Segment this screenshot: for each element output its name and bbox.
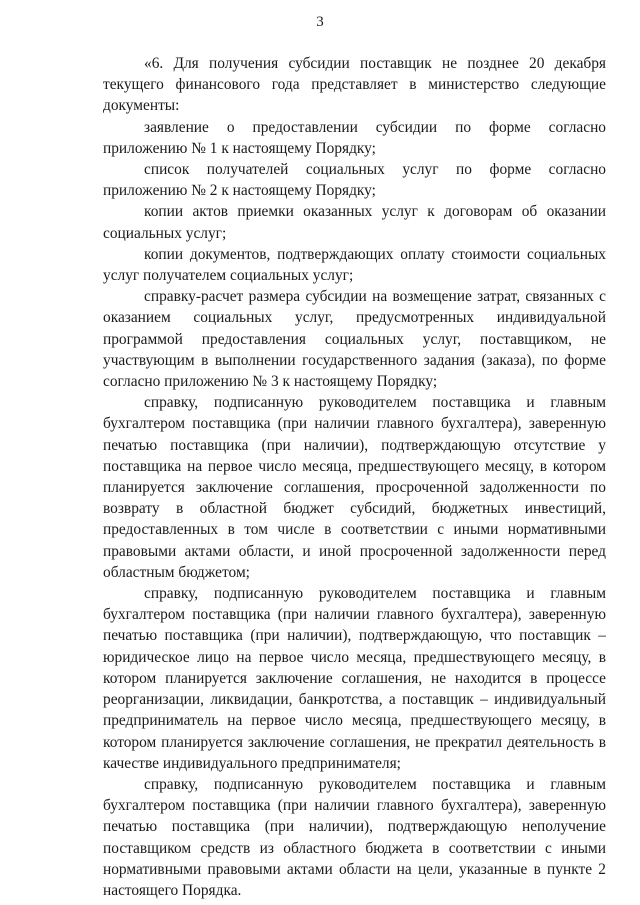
paragraph-clause-6-intro: «6. Для получения субсидии поставщик не позднее 20 декабря текущего финансового года представляет в министерство следующие документы: (103, 55, 606, 115)
paragraph-calculation-certificate: справку-расчет размера субсидии на возмещение затрат, связанных с оказанием социальных услуг, предусмотренных индивидуальной программой предоставления социальных услуг, поставщиком, не участвующим в выполнении государственного задания (заказа), по форме согласно приложению № 3 к настоящему Порядку; (103, 288, 606, 391)
page-number: 3 (316, 14, 324, 30)
document-body (103, 53, 606, 901)
paragraph-recipients-list: список получателей социальных услуг по форме согласно приложению № 2 к настоящему Порядку; (103, 161, 606, 200)
paragraph-no-reorganization-certificate: справку, подписанную руководителем поставщика и главным бухгалтером поставщика (при наличии главного бухгалтера), заверенную печатью поставщика (при наличии), подтверждающую, что поставщик – юридическое лицо на первое число месяца, предшествующего месяцу, в котором планируется заключение соглашения, не находится в процессе реорганизации, ликвидации, банкротства, а поставщик – индивидуальный предприниматель на первое число месяца, предшествующего месяцу, в котором планируется заключение соглашения, не прекратил деятельность в качестве индивидуального предпринимателя; (103, 585, 606, 772)
paragraph-no-debt-certificate: справку, подписанную руководителем поставщика и главным бухгалтером поставщика (при наличии главного бухгалтера), заверенную печатью поставщика (при наличии), подтверждающую отсутствие у поставщика на первое число месяца, предшествующего месяцу, в котором планируется заключение соглашения, просроченной задолженности по возврату в областной бюджет субсидий, бюджетных инвестиций, предоставленных в том числе в соответствии с иными нормативными правовыми актами области, и иной просроченной задолженности перед областным бюджетом; (103, 394, 606, 581)
paragraph-payment-documents: копии документов, подтверждающих оплату стоимости социальных услуг получателем социальных услуг; (103, 245, 606, 285)
paragraph-subsidy-application: заявление о предоставлении субсидии по форме согласно приложению № 1 к настоящему Порядку; (103, 118, 606, 157)
paragraph-non-receipt-certificate: справку, подписанную руководителем поставщика и главным бухгалтером поставщика (при наличии главного бухгалтера), заверенную печатью поставщика (при наличии), подтверждающую неполучение поставщиком средств из областного бюджета в соответствии с иными нормативными правовыми актами области на цели, указанные в пункте 2 настоящего Порядка. (103, 775, 606, 899)
paragraph-acceptance-acts: копии актов приемки оказанных услуг к договорам об оказании социальных услуг; (103, 203, 606, 242)
